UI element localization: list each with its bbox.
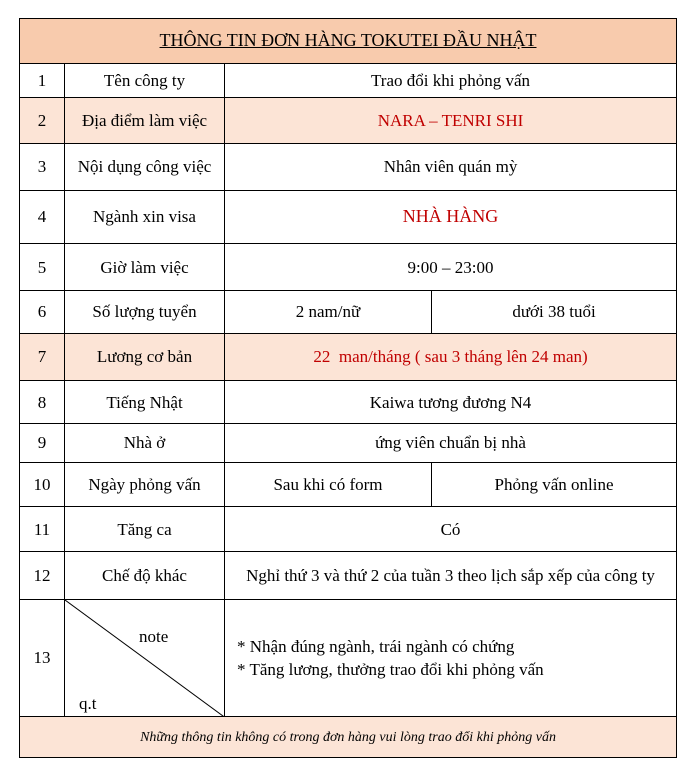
- row-label: Chế độ khác: [65, 551, 225, 599]
- table-title-cell: [20, 19, 677, 64]
- table-row: [20, 98, 677, 144]
- footer-note: Những thông tin không có trong đơn hàng vui lòng trao đổi khi phỏng vấn: [20, 717, 677, 758]
- row-value: 9:00 – 23:00: [225, 244, 677, 291]
- row-number: 8: [20, 381, 65, 424]
- notes-cell: [225, 599, 677, 717]
- row-number: 3: [20, 143, 65, 190]
- row-number: 2: [20, 98, 65, 144]
- row-value: Có: [225, 507, 677, 552]
- diagonal-label-note: note: [139, 626, 169, 646]
- row-label: Giờ làm việc: [65, 244, 225, 291]
- row-label: Lương cơ bản: [65, 333, 225, 381]
- table-row: [20, 551, 677, 599]
- order-info-table: [19, 18, 677, 758]
- row-label: Ngày phỏng vấn: [65, 462, 225, 507]
- row-value: NHÀ HÀNG: [225, 190, 677, 244]
- row-number: 7: [20, 333, 65, 381]
- diagonal-split-cell: [65, 599, 225, 717]
- row-value: Nhân viên quán mỳ: [225, 143, 677, 190]
- row-label: Tiếng Nhật: [65, 381, 225, 424]
- row-label: Nhà ở: [65, 423, 225, 462]
- row-number: 5: [20, 244, 65, 291]
- row-value-secondary: dưới 38 tuổi: [432, 291, 677, 334]
- row-label: Nội dụng công việc: [65, 143, 225, 190]
- row-label: Tên công ty: [65, 63, 225, 98]
- table-row: [20, 507, 677, 552]
- table-row: [20, 333, 677, 381]
- row-label: Địa điểm làm việc: [65, 98, 225, 144]
- table-row: [20, 462, 677, 507]
- diagonal-label-qt: q.t: [79, 694, 97, 714]
- row-value: ứng viên chuẩn bị nhà: [225, 423, 677, 462]
- row-number: 6: [20, 291, 65, 334]
- row-number: 11: [20, 507, 65, 552]
- row-number: 12: [20, 551, 65, 599]
- table-row: [20, 291, 677, 334]
- row-label: Ngành xin visa: [65, 190, 225, 244]
- row-label: Tăng ca: [65, 507, 225, 552]
- table-row: [20, 599, 677, 717]
- row-value: Kaiwa tương đương N4: [225, 381, 677, 424]
- footer-row: [20, 717, 677, 758]
- header-row: [20, 19, 677, 64]
- table-row: [20, 190, 677, 244]
- row-value: 22 man/tháng ( sau 3 tháng lên 24 man): [225, 333, 677, 381]
- row-value: 2 nam/nữ: [225, 291, 432, 334]
- table-row: [20, 381, 677, 424]
- row-value: Trao đổi khi phỏng vấn: [225, 63, 677, 98]
- table-row: [20, 244, 677, 291]
- row-value: Nghỉ thứ 3 và thứ 2 của tuần 3 theo lịch sắp xếp của công ty: [225, 551, 677, 599]
- row-label: Số lượng tuyển: [65, 291, 225, 334]
- table-row: [20, 63, 677, 98]
- table-title: THÔNG TIN ĐƠN HÀNG TOKUTEI ĐẦU NHẬT: [159, 30, 537, 51]
- row-value: NARA – TENRI SHI: [225, 98, 677, 144]
- row-number: 1: [20, 63, 65, 98]
- row-value: Sau khi có form: [225, 462, 432, 507]
- row-number: 10: [20, 462, 65, 507]
- row-number: 13: [20, 599, 65, 717]
- row-number: 9: [20, 423, 65, 462]
- row-value-secondary: Phỏng vấn online: [432, 462, 677, 507]
- table-row: [20, 423, 677, 462]
- row-number: 4: [20, 190, 65, 244]
- table-row: [20, 143, 677, 190]
- note-line: * Nhận đúng ngành, trái ngành có chứng: [237, 636, 515, 656]
- note-line: * Tăng lương, thưởng trao đổi khi phỏng vấn: [237, 659, 544, 679]
